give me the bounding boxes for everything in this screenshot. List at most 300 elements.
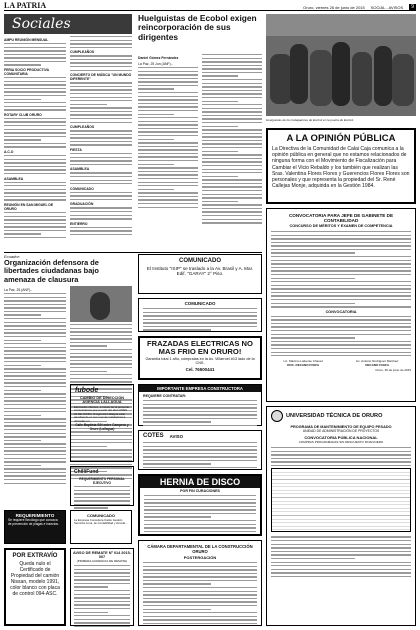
text-line <box>144 524 256 525</box>
text-line <box>4 219 66 220</box>
text-line <box>143 446 257 447</box>
text-line <box>4 166 66 167</box>
empresa-title: IMPORTANTE EMPRESA CONSTRUCTORA <box>139 385 261 392</box>
text-line <box>143 601 257 602</box>
text-line <box>271 562 411 563</box>
text-line <box>143 463 211 464</box>
camara-title: CÁMARA DEPARTAMENTAL DE LA CONSTRUCCIÓN ORURO <box>147 544 253 554</box>
convocatoria-heading: CONVOCATORIA <box>325 309 357 314</box>
text-line <box>143 319 257 320</box>
text-line <box>70 137 132 138</box>
sociales-subhead: ASAMBLEA <box>70 167 90 172</box>
opinion-title: A LA OPINIÓN PÚBLICA <box>286 133 396 144</box>
text-line <box>4 47 66 48</box>
university-call-num: COMPRAS PROGRAMADAS SIN DESCUENTO FINANCIERO <box>298 440 384 444</box>
text-line <box>144 499 256 500</box>
text-line <box>271 295 411 296</box>
text-line <box>143 616 257 617</box>
text-line <box>202 186 262 187</box>
text-line <box>74 594 130 595</box>
sociales-subhead: ENTIERRO <box>70 221 88 226</box>
text-line <box>4 43 66 44</box>
text-line <box>74 493 130 494</box>
text-line <box>202 147 262 148</box>
extravio-ad <box>4 548 66 626</box>
chilli-logo: ChilliFund <box>74 469 99 475</box>
sociales-subhead: CONCIERTO DE MÚSICA "UN MUNDO DIFERENTE" <box>70 73 132 82</box>
text-line <box>4 372 66 373</box>
text-line <box>4 314 41 315</box>
text-line <box>144 527 256 528</box>
text-line <box>4 136 66 137</box>
text-line <box>138 207 198 208</box>
text-line <box>144 509 256 510</box>
text-line <box>143 562 257 563</box>
text-line <box>138 156 198 157</box>
text-line <box>4 226 66 227</box>
text-line <box>202 58 262 59</box>
text-line <box>143 623 257 624</box>
cotes-logo: COTES <box>143 433 164 439</box>
text-line <box>143 619 257 620</box>
text-line <box>138 171 198 172</box>
ecuador-date: La Paz, 25 (ANF).- <box>4 288 33 292</box>
ecobol-photo <box>266 14 416 116</box>
text-line <box>143 605 257 606</box>
text-line <box>143 460 257 461</box>
text-line <box>202 72 262 73</box>
text-line <box>70 100 132 101</box>
sociales-subhead: CUMPLEAÑOS <box>70 125 95 130</box>
fubode-title: CAMBIO DE DIRECCIÓN AGENCIA LALLAGUA <box>79 396 125 405</box>
text-line <box>70 122 132 123</box>
text-line <box>4 325 66 326</box>
hernia-subtitle: POR FIN CURACIONES <box>180 489 220 493</box>
text-line <box>70 360 132 361</box>
text-line <box>74 572 130 573</box>
text-line <box>138 203 198 204</box>
page-header <box>4 2 416 11</box>
text-line <box>271 267 411 268</box>
text-line <box>70 183 132 184</box>
text-line <box>74 586 108 587</box>
university-name: UNIVERSIDAD TÉCNICA DE ORURO <box>286 413 383 419</box>
text-line <box>271 270 411 271</box>
text-line <box>138 149 198 150</box>
text-line <box>271 242 411 243</box>
text-line <box>70 93 132 94</box>
text-line <box>143 569 257 570</box>
frazadas-ad <box>138 336 262 380</box>
text-line <box>4 297 66 298</box>
text-line <box>74 490 130 491</box>
text-line <box>138 135 198 136</box>
text-line <box>202 122 262 123</box>
text-line <box>271 554 411 555</box>
text-line <box>143 449 257 450</box>
text-line <box>271 465 411 466</box>
text-line <box>74 619 130 620</box>
text-line <box>202 143 262 144</box>
text-line <box>202 204 262 205</box>
text-line <box>138 74 198 75</box>
camara-ad <box>138 540 262 626</box>
text-line <box>74 622 130 623</box>
text-line <box>4 109 66 110</box>
text-line <box>4 393 66 394</box>
text-line <box>70 134 132 135</box>
text-line <box>143 329 211 330</box>
text-line <box>70 164 132 165</box>
text-line <box>202 194 262 195</box>
text-line <box>144 502 256 503</box>
sociales-subhead: FIESTA <box>70 148 82 153</box>
text-line <box>4 422 66 423</box>
text-line <box>271 256 411 257</box>
text-line <box>202 154 262 155</box>
text-line <box>4 447 66 448</box>
text-line <box>4 461 66 462</box>
text-line <box>70 230 132 231</box>
text-line <box>143 591 257 592</box>
text-line <box>70 338 132 339</box>
text-line <box>271 299 411 300</box>
text-line <box>70 218 132 219</box>
text-line <box>70 349 132 350</box>
text-line <box>138 78 198 79</box>
text-line <box>143 576 257 577</box>
text-line <box>271 341 411 342</box>
chilli-title: REQUERIMIENTO PERSONAL EJECUTIVO <box>79 477 125 485</box>
text-line <box>70 107 132 108</box>
text-line <box>74 569 130 570</box>
text-line <box>70 363 132 364</box>
text-line <box>143 587 257 588</box>
text-line <box>144 495 256 496</box>
text-line <box>4 382 66 383</box>
text-line <box>138 128 198 129</box>
text-line <box>202 93 262 94</box>
text-line <box>70 55 132 56</box>
text-line <box>4 196 66 197</box>
emergencia-title: COMUNICADO <box>87 513 115 518</box>
remate-title: AVISO DE REMATE Nº 014 2015-007 <box>72 551 131 559</box>
text-line <box>271 235 411 236</box>
text-line <box>143 612 257 613</box>
text-line <box>143 609 211 610</box>
text-line <box>202 215 262 216</box>
text-line <box>74 601 130 602</box>
text-line <box>144 531 256 532</box>
text-line <box>74 608 130 609</box>
text-line <box>202 111 262 112</box>
ecobol-date: La Paz, 25 Jun (ANF).- <box>138 62 173 66</box>
cotes-ad <box>138 430 262 470</box>
text-line <box>143 400 257 401</box>
text-line <box>138 182 198 183</box>
text-line <box>70 331 132 332</box>
text-line <box>4 199 66 200</box>
hernia-ad <box>138 474 262 536</box>
text-line <box>138 92 198 93</box>
text-line <box>70 342 132 343</box>
frazadas-body: Garantía total 1 año, cómpralas en la Av. Villarroel #13 lado de la CNS. <box>145 357 255 366</box>
text-line <box>4 368 66 369</box>
text-line <box>202 133 262 134</box>
text-line <box>4 64 41 65</box>
text-line <box>271 249 411 250</box>
signature-role: DOC. DECANO FCEFA <box>287 362 320 367</box>
ecuador-photo <box>70 286 132 322</box>
text-line <box>202 151 238 152</box>
text-line <box>70 153 132 154</box>
text-line <box>143 425 257 426</box>
text-line <box>271 281 411 282</box>
text-line <box>271 540 411 541</box>
text-line <box>4 216 66 217</box>
camara-subtitle: POSTERGACIÓN <box>183 555 217 560</box>
text-line <box>138 81 198 82</box>
ecobol-byline: Daniel Gómez Fernández <box>138 56 179 60</box>
text-line <box>138 85 198 86</box>
text-line <box>4 230 66 231</box>
chilli-ad <box>70 466 134 506</box>
text-line <box>70 227 132 228</box>
text-line <box>4 483 66 484</box>
fubode-address: Calle Baptista S/N entre Campero y Oruro (Lallagua) <box>75 423 129 432</box>
newspaper-brand: LA PATRIA <box>4 1 47 10</box>
text-line <box>4 347 66 348</box>
text-line <box>70 215 132 216</box>
text-line <box>70 378 132 379</box>
text-line <box>202 83 262 84</box>
sociales-subhead: A.C.O <box>4 150 14 155</box>
text-line <box>4 129 66 130</box>
remate-ad <box>70 548 134 626</box>
text-line <box>138 131 198 132</box>
text-line <box>202 179 262 180</box>
ecobol-col-1 <box>138 54 198 250</box>
text-line <box>70 207 132 208</box>
text-line <box>271 536 411 537</box>
text-line <box>271 565 411 566</box>
text-line <box>202 201 238 202</box>
text-line <box>202 104 262 105</box>
text-line <box>70 66 132 67</box>
extravio-title: POR EXTRAVÍO <box>12 553 58 559</box>
text-line <box>70 141 132 142</box>
text-line <box>202 208 262 209</box>
text-line <box>4 146 66 147</box>
sociales-subhead: ASAMBLEA <box>4 176 24 181</box>
text-line <box>4 118 66 119</box>
text-line <box>4 182 66 183</box>
text-line <box>271 303 355 304</box>
university-unit: UNIDAD DE ADMINISTRACIÓN DE PROYECTOS <box>302 429 380 433</box>
header-date: Oruro, viernes 26 de junio de 2015 <box>303 4 365 10</box>
text-line <box>70 47 132 48</box>
text-line <box>202 219 262 220</box>
text-line <box>138 146 198 147</box>
text-line <box>143 442 257 443</box>
text-line <box>4 458 66 459</box>
text-line <box>138 117 198 118</box>
sociales-subhead: FERIA SOCIO PRODUCTIVA COMUNITARIA <box>4 68 49 77</box>
text-line <box>4 418 66 419</box>
sociales-title: Sociales <box>12 16 71 32</box>
text-line <box>138 121 198 122</box>
text-line <box>70 59 132 60</box>
text-line <box>70 104 107 105</box>
text-line <box>70 89 132 90</box>
text-line <box>143 467 257 468</box>
text-line <box>144 520 256 521</box>
text-line <box>74 507 108 508</box>
text-line <box>70 144 132 145</box>
ecobol-col-2 <box>202 54 262 250</box>
university-call: CONVOCATORIA PÚBLICA NACIONAL <box>304 435 378 440</box>
text-line <box>4 121 66 122</box>
text-line <box>271 306 411 307</box>
text-line <box>202 54 262 55</box>
university-seal-icon <box>271 410 283 422</box>
text-line <box>70 211 132 212</box>
comunicado-isip-title: COMUNICADO <box>179 258 221 264</box>
text-line <box>202 65 262 66</box>
text-line <box>4 468 66 469</box>
text-line <box>74 565 130 566</box>
text-line <box>4 125 66 126</box>
fubode-ad <box>70 384 134 462</box>
text-line <box>4 404 66 405</box>
header-section: SOCIAL - AVISOS <box>370 4 404 10</box>
text-line <box>4 390 41 391</box>
text-line <box>202 90 262 91</box>
text-line <box>143 456 257 457</box>
text-line <box>70 371 107 372</box>
text-line <box>4 440 41 441</box>
text-line <box>70 176 132 177</box>
opinion-notice <box>266 128 416 204</box>
text-line <box>70 324 132 325</box>
convocatoria-title: CONVOCATORIA PARA JEFE DE GABINETE DE CONTABILIDAD <box>288 213 394 223</box>
text-line <box>70 464 132 465</box>
requerimiento-body: Se requiere Becólogo que conozca de prevención de plagas e insectos. <box>8 518 59 526</box>
text-line <box>138 110 198 111</box>
text-line <box>271 326 411 327</box>
text-line <box>271 551 411 552</box>
text-line <box>271 319 411 320</box>
text-line <box>4 411 66 412</box>
text-line <box>202 222 262 223</box>
frazadas-title: FRAZADAS ELECTRICAS NO MAS FRIO EN ORURO! <box>147 339 253 356</box>
convocatoria-notice <box>266 208 416 402</box>
text-line <box>74 590 130 591</box>
text-line <box>138 142 198 143</box>
text-line <box>4 99 41 100</box>
text-line <box>202 115 262 116</box>
text-line <box>143 411 257 412</box>
text-line <box>271 447 411 448</box>
text-line <box>143 326 257 327</box>
text-line <box>138 192 198 193</box>
text-line <box>4 397 66 398</box>
emergencia-body: La Empresa Consultora Cielito Gestión Servicios Lima, de Contabilidad y Avícola... <box>74 518 128 526</box>
signature-role: DECANO FCEFA <box>365 362 390 367</box>
text-line <box>4 307 66 308</box>
text-line <box>4 139 41 140</box>
text-line <box>4 443 66 444</box>
fubode-logo: fubode <box>75 387 99 394</box>
text-line <box>271 274 411 275</box>
text-line <box>138 167 198 168</box>
text-line <box>4 173 66 174</box>
text-line <box>74 576 130 577</box>
text-line <box>144 506 256 507</box>
text-line <box>4 81 66 82</box>
text-line <box>70 160 132 161</box>
text-line <box>143 583 211 584</box>
text-line <box>4 375 66 376</box>
text-line <box>70 62 132 63</box>
text-line <box>202 79 262 80</box>
text-line <box>4 465 41 466</box>
text-line <box>271 252 355 253</box>
text-line <box>202 190 262 191</box>
text-line <box>4 77 66 78</box>
text-line <box>70 36 132 37</box>
text-line <box>74 626 130 627</box>
text-line <box>202 165 262 166</box>
text-line <box>138 103 198 104</box>
text-line <box>4 143 66 144</box>
text-line <box>271 355 411 356</box>
text-line <box>4 88 66 89</box>
text-line <box>143 315 257 316</box>
text-line <box>4 155 66 156</box>
text-line <box>271 458 411 459</box>
text-line <box>202 129 262 130</box>
text-line <box>202 169 262 170</box>
text-line <box>143 418 257 419</box>
comunicado-2 <box>138 298 262 332</box>
text-line <box>138 99 198 100</box>
text-line <box>202 211 262 212</box>
sociales-col-2 <box>70 36 132 250</box>
text-line <box>271 238 411 239</box>
text-line <box>143 594 257 595</box>
text-line <box>74 504 130 505</box>
remate-subtitle: (PRIMERA AUDIENCIA DE REMATE) <box>76 559 128 563</box>
text-line <box>271 316 411 317</box>
text-line <box>4 332 66 333</box>
text-line <box>271 348 411 349</box>
text-line <box>271 231 411 232</box>
text-line <box>271 461 411 462</box>
text-line <box>4 95 66 96</box>
sociales-subhead: GRADUACIÓN <box>70 202 94 207</box>
text-line <box>202 176 238 177</box>
text-line <box>143 573 257 574</box>
text-line <box>4 102 66 103</box>
text-line <box>4 162 66 163</box>
comunicado-isip <box>138 254 262 294</box>
text-line <box>74 615 130 616</box>
text-line <box>202 126 238 127</box>
text-line <box>4 408 66 409</box>
text-line <box>138 189 174 190</box>
text-line <box>138 153 198 154</box>
